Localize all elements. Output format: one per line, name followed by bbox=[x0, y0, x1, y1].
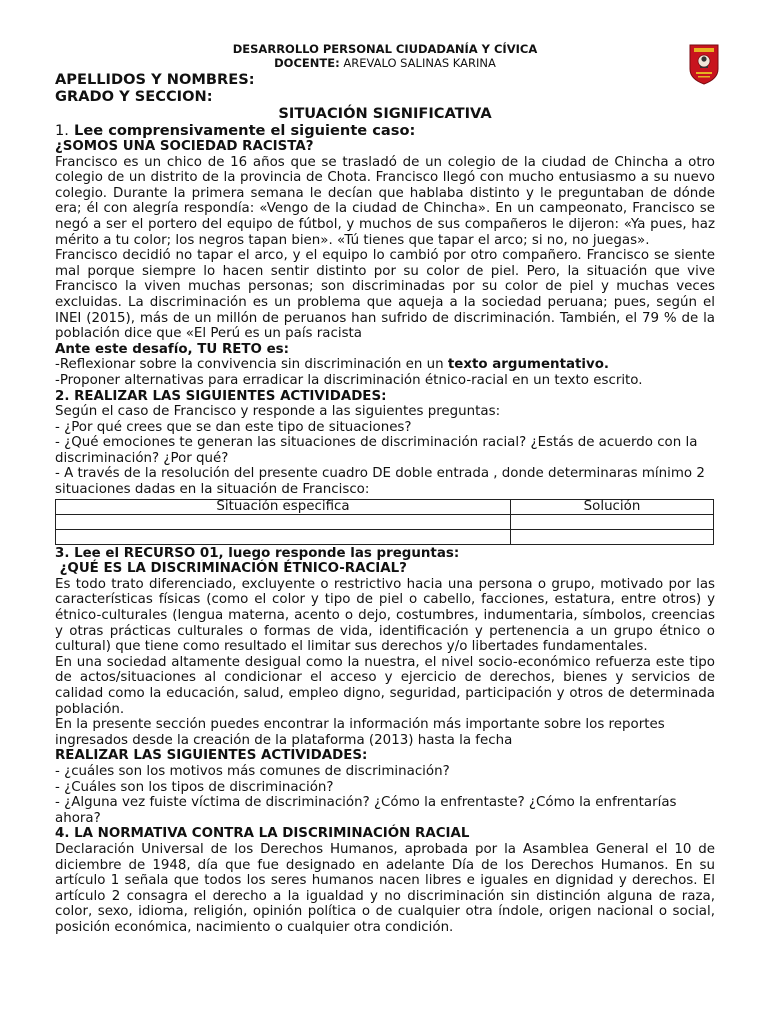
case-paragraph-1: Francisco es un chico de 16 años que se trasladó de un colegio de la ciudad de Chincha a otro colegio de un distrito de la provincia de Chota. Francisco llegó con mucho entusiasmo a su nuevo colegio. Durante la primera semana le decían que hablaba distinto y le preguntaban de dónde era; él con alegría respondía: «Vengo de la ciudad de Chincha». En un campeonato, Francisco se negó a ser el portero del equipo de fútbol, y muchos de sus compañeros le dijeron: «Ya pues, haz mérito a tu color; los negros tapan bien». «Tú tienes que tapar el arco; si no, no juegas». bbox=[55, 154, 715, 248]
section-4-heading: 4. LA NORMATIVA CONTRA LA DISCRIMINACIÓN RACIAL bbox=[55, 826, 470, 842]
section-1-subheading: ¿SOMOS UNA SOCIEDAD RACISTA? bbox=[55, 139, 314, 154]
section-3-subheading: ¿QUÉ ES LA DISCRIMINACIÓN ÉTNICO-RACIAL? bbox=[55, 561, 407, 577]
section-3-paragraph-3: En la presente sección puedes encontrar la información más importante sobre los reportes ingresados desde la creación de la plataforma (2013) hasta la fecha bbox=[55, 717, 665, 748]
table-header-solution: Solución bbox=[511, 499, 714, 514]
table-header-row bbox=[56, 499, 714, 514]
table-cell[interactable] bbox=[56, 514, 511, 529]
section-2-line-3: - ¿Qué emociones te generan las situaciones de discriminación racial? ¿Estás de acuerdo con la discriminación? ¿Por qué? bbox=[55, 435, 698, 466]
table-cell[interactable] bbox=[56, 529, 511, 544]
challenge-item-1: -Reflexionar sobre la convivencia sin discriminación en un texto argumentativo. bbox=[55, 357, 610, 373]
section-2-line-4: - A través de la resolución del presente cuadro DE doble entrada , donde determinaras mínimo 2 situaciones dadas en la situación de Francisco: bbox=[55, 466, 705, 498]
table-row bbox=[56, 529, 714, 544]
header bbox=[55, 42, 715, 70]
section-3-paragraph-1: Es todo trato diferenciado, excluyente o restrictivo hacia una persona o grupo, motivado por las características físicas (como el color y tipo de piel o cabello, facciones, estatura, entre otros) y étnico-culturales (lengua materna, acento o dejo, costumbres, indumentaria, símbolos, creencias y otras prácticas culturales o formas de vida, identificación y pertenencia a un grupo étnico o cultural) que tiene como resultado el limitar sus derechos y/o libertades fundamentales. bbox=[55, 576, 715, 655]
activities-heading: REALIZAR LAS SIGUIENTES ACTIVIDADES: bbox=[55, 748, 368, 764]
question-1: - ¿cuáles son los motivos más comunes de discriminación? bbox=[55, 763, 450, 779]
table-cell[interactable] bbox=[511, 529, 714, 544]
challenge-item-2: -Proponer alternativas para erradicar la discriminación étnico-racial en un texto escrito. bbox=[55, 372, 643, 388]
student-names-field: APELLIDOS Y NOMBRES: bbox=[55, 71, 255, 88]
question-2: - ¿Cuáles son los tipos de discriminación? bbox=[55, 779, 334, 795]
section-4-paragraph: Declaración Universal de los Derechos Humanos, aprobada por la Asamblea General el 10 de diciembre de 1948, día que fue designado en adelante Día de los Derechos Humanos. En su artículo 1 señala que todos los seres humanos nacen libres e iguales en dignidad y derechos. El artículo 2 consagra el derecho a la igualdad y no discriminación sin distinción alguna de raza, color, sexo, idioma, religión, opinión política o de cualquier otra índole, origen nacional o social, posición económica, nacimiento o cualquier otra condición. bbox=[55, 841, 715, 935]
table-header-situation: Situación especifica bbox=[56, 499, 511, 514]
course-title: DESARROLLO PERSONAL CIUDADANÍA Y CÍVICA bbox=[232, 42, 538, 56]
question-3: - ¿Alguna vez fuiste víctima de discriminación? ¿Cómo la enfrentaste? ¿Cómo la enfrentarías ahora? bbox=[55, 795, 677, 826]
double-entry-table bbox=[55, 499, 714, 545]
section-2-heading: 2. REALIZAR LAS SIGUIENTES ACTIVIDADES: bbox=[55, 388, 387, 404]
grade-section-field: GRADO Y SECCION: bbox=[55, 88, 213, 105]
teacher-name: AREVALO SALINAS KARINA bbox=[343, 56, 496, 70]
table-row bbox=[56, 514, 714, 529]
section-1-heading: 1. Lee comprensivamente el siguiente caso: bbox=[55, 122, 416, 139]
challenge-heading: Ante este desafío, TU RETO es: bbox=[55, 341, 289, 357]
teacher-label: DOCENTE: bbox=[274, 56, 340, 70]
section-3-paragraph-2: En una sociedad altamente desigual como la nuestra, el nivel socio-económico refuerza este tipo de actos/situaciones al condicionar el acceso y ejercicio de derechos, bienes y servicios de calidad como la educación, salud, empleo digno, seguridad, participación y otros de determinada población. bbox=[55, 654, 715, 717]
section-2-line-1: Según el caso de Francisco y responde a las siguientes preguntas: bbox=[55, 404, 501, 420]
section-3-heading: 3. Lee el RECURSO 01, luego responde las preguntas: bbox=[55, 545, 460, 561]
case-paragraph-2: Francisco decidió no tapar el arco, y el equipo lo cambió por otro compañero. Francisco se siente mal porque siempre lo hacen sentir distinto por su color de piel. Pero, la situación que vive Francisco la viven muchas personas; son discriminadas por su color de piel y muchas veces excluidas. La discriminación es un problema que aqueja a la sociedad peruana; pues, según el INEI (2015), más de un millón de peruanos han sufrido de discriminación. También, el 79 % de la población dice que «El Perú es un país racista bbox=[55, 248, 715, 342]
table-cell[interactable] bbox=[511, 514, 714, 529]
teacher-line bbox=[55, 56, 715, 70]
worksheet-page bbox=[55, 42, 715, 936]
page-title: SITUACIÓN SIGNIFICATIVA bbox=[278, 105, 492, 122]
section-2-line-2: - ¿Por qué crees que se dan este tipo de situaciones? bbox=[55, 419, 412, 435]
